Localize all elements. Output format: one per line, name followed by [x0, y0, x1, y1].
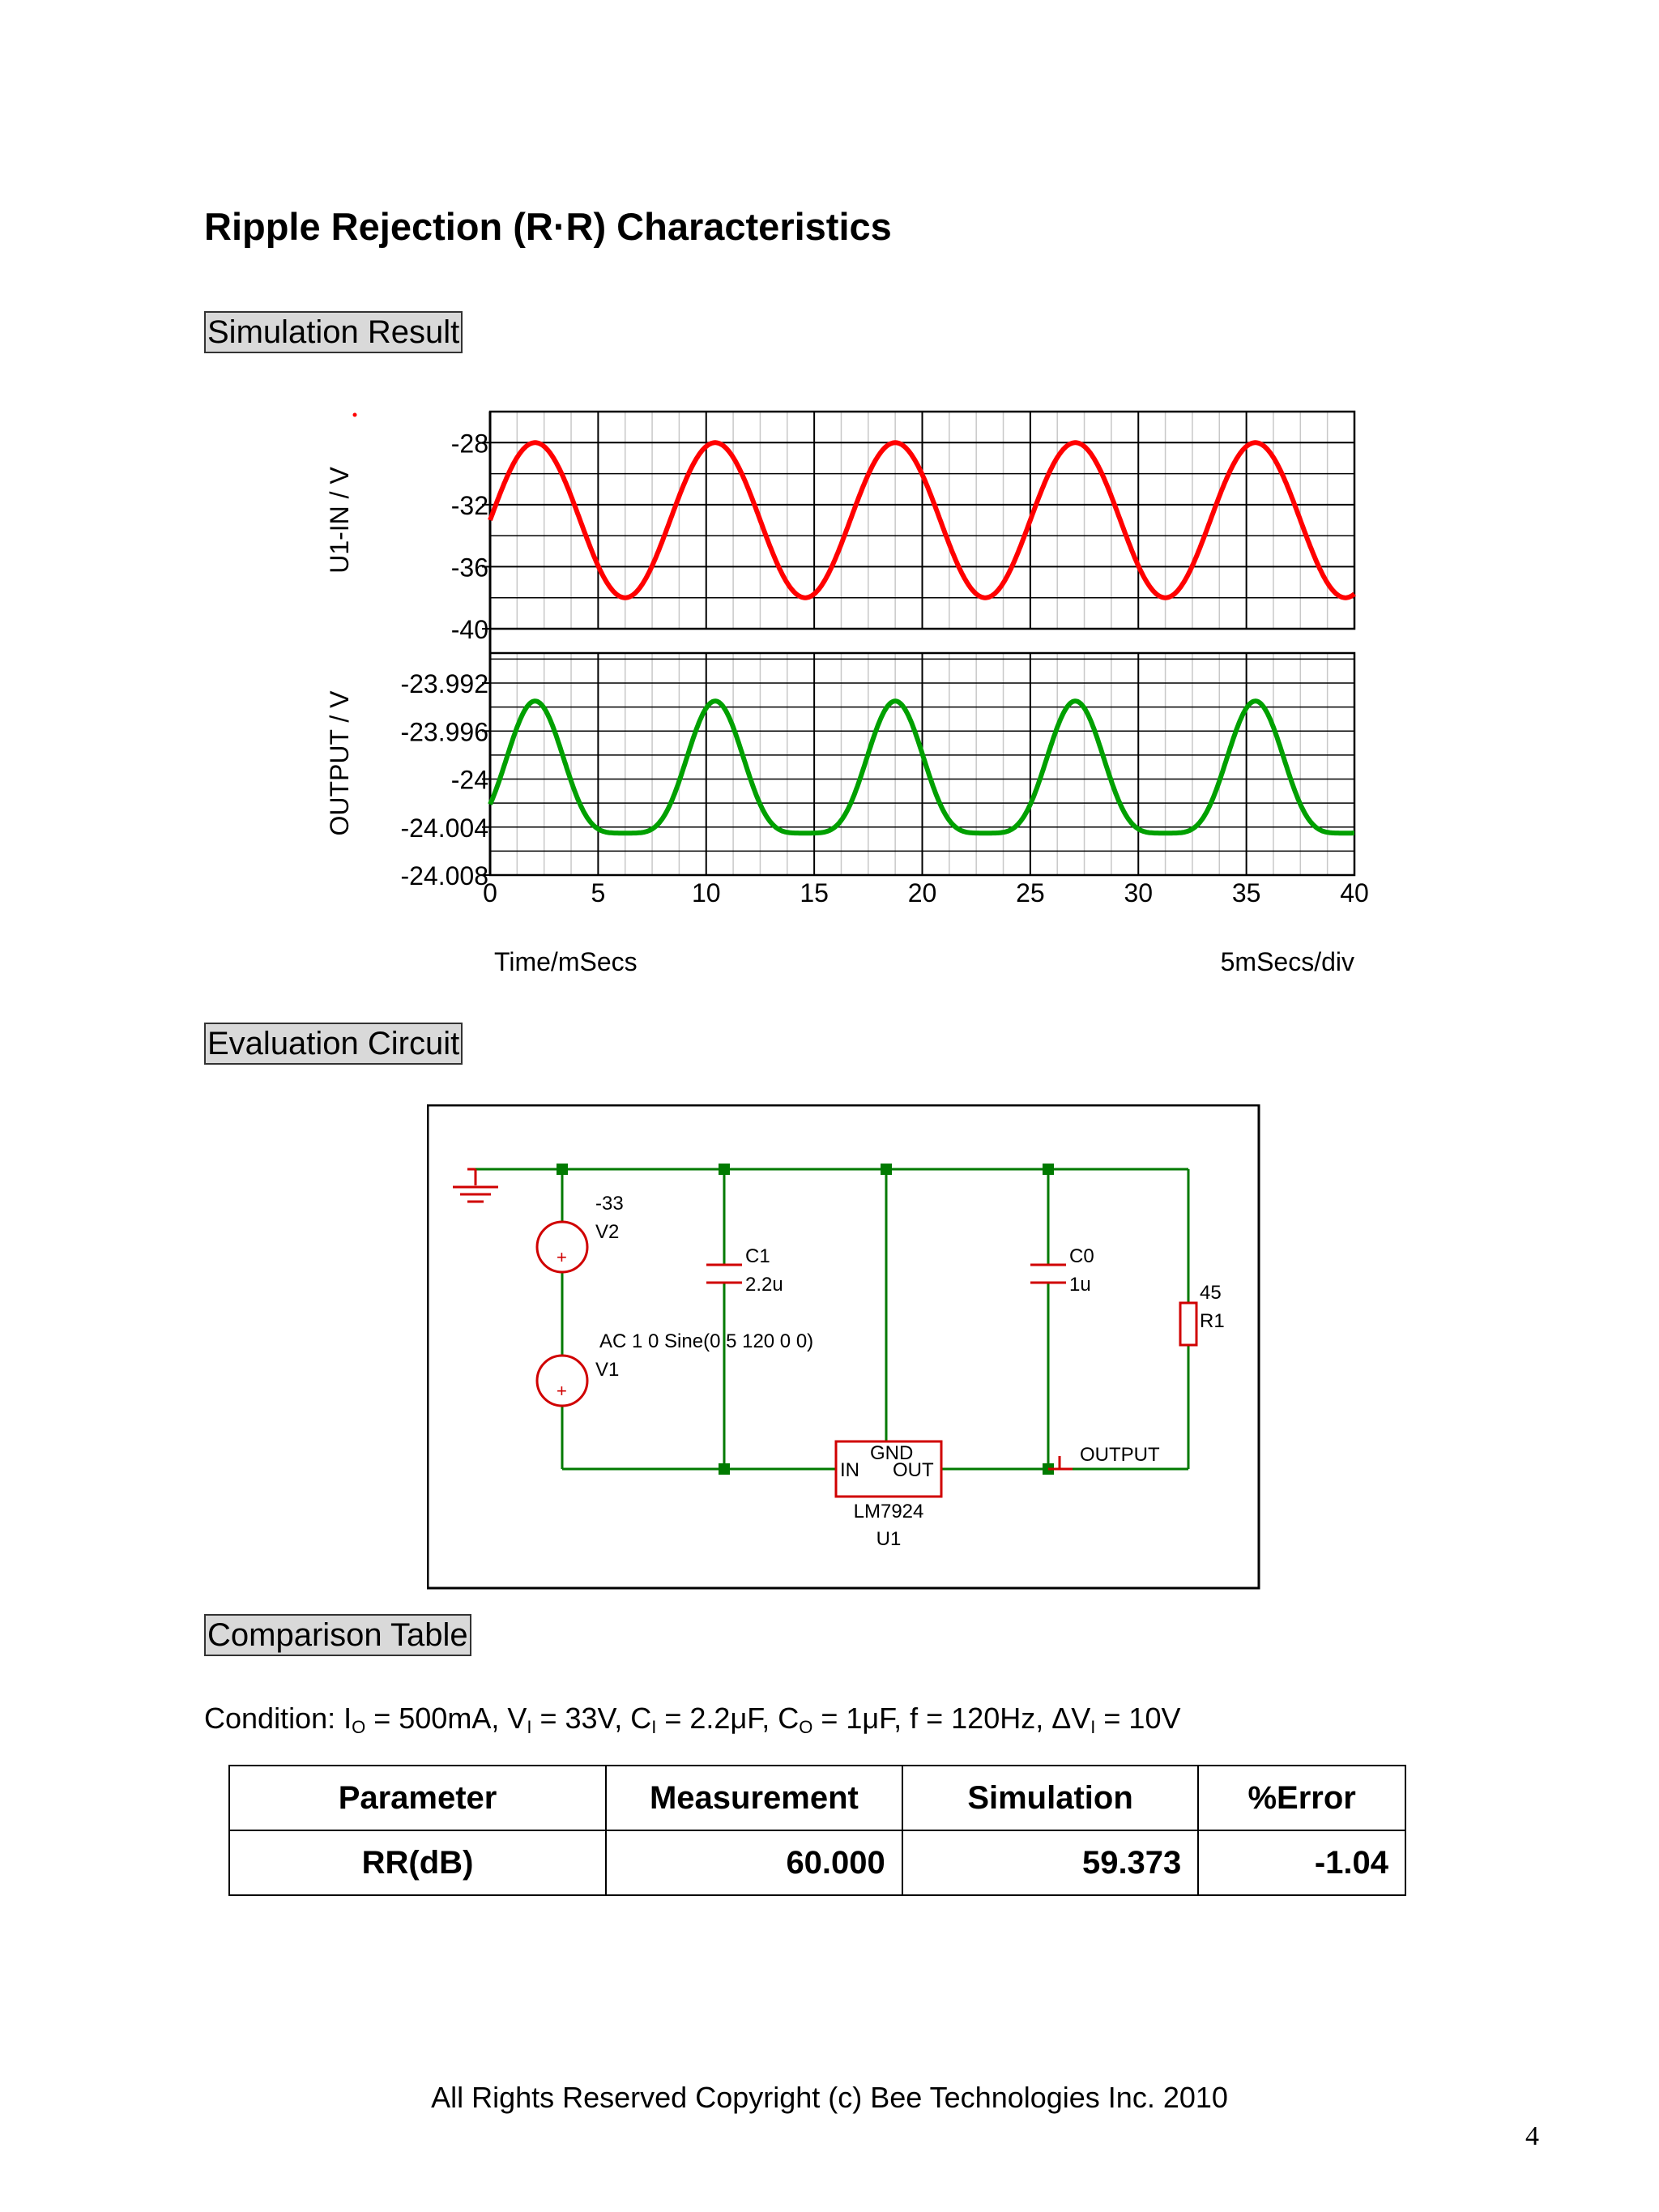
u1-out-pin: OUT	[893, 1459, 934, 1481]
y-tick-label: -36	[450, 553, 488, 583]
header-parameter: Parameter	[229, 1766, 606, 1830]
marker-dot	[353, 413, 357, 417]
v2-plus: +	[557, 1247, 567, 1267]
x-tick-label: 30	[1124, 878, 1154, 907]
y-tick-label: -24.008	[400, 861, 488, 890]
table-row	[229, 1830, 1405, 1895]
footer-copyright: All Rights Reserved Copyright (c) Bee Technologies Inc. 2010	[431, 2081, 1228, 2114]
header-measurement: Measurement	[606, 1766, 902, 1830]
x-tick-label: 5	[591, 878, 606, 907]
u1-part: LM7924	[853, 1501, 924, 1522]
u1-gnd-pin: GND	[870, 1442, 914, 1464]
x-tick-label: 20	[907, 878, 937, 907]
cell-simulation: 59.373	[902, 1830, 1199, 1895]
x-ticks	[483, 878, 1369, 907]
section-simulation-result: Simulation Result	[204, 311, 463, 353]
y-tick-label: -32	[450, 490, 488, 520]
section-evaluation-circuit: Evaluation Circuit	[204, 1023, 463, 1065]
comparison-table	[228, 1765, 1406, 1896]
y-ticks-bottom	[400, 669, 490, 890]
section-comparison-table: Comparison Table	[204, 1614, 471, 1656]
cell-parameter: RR(dB)	[229, 1830, 606, 1895]
r1-name: R1	[1200, 1310, 1225, 1332]
probe-label: OUTPUT	[1080, 1444, 1160, 1466]
page-number: 4	[1525, 2121, 1539, 2151]
y-tick-label: -24	[450, 765, 488, 795]
v2-value: -33	[595, 1193, 624, 1215]
evaluation-circuit	[427, 1104, 1261, 1591]
y-tick-label: -40	[450, 615, 488, 644]
condition-line: Condition: $I_O = 500mA$, $V_I = 33V$, $C_I = 2.2\mu F$, $C_O = 1\mu F$, f = 120Hz, $\Delta V_I = 10V$	[204, 1702, 1181, 1737]
v1-plus: +	[557, 1381, 567, 1401]
r1-value: 45	[1200, 1282, 1222, 1304]
c0-name: C0	[1069, 1245, 1094, 1267]
y-tick-label: -24.004	[400, 813, 488, 843]
u1-in-pin: IN	[840, 1459, 859, 1481]
c0-value: 1u	[1069, 1274, 1091, 1296]
y-axis-label-bottom: OUTPUT / V	[325, 690, 354, 836]
page-title: Ripple Rejection (R·R) Characteristics	[204, 205, 892, 248]
header-simulation: Simulation	[902, 1766, 1199, 1830]
ripple-chart	[300, 397, 1377, 997]
y-ticks-top	[451, 429, 490, 644]
cell-error: -1.04	[1198, 1830, 1405, 1895]
y-tick-label: -23.996	[400, 717, 488, 747]
v2-name: V2	[595, 1221, 620, 1243]
x-tick-label: 10	[691, 878, 721, 907]
cell-measurement: 60.000	[606, 1830, 902, 1895]
x-tick-label: 35	[1231, 878, 1261, 907]
v1-name: V1	[595, 1359, 620, 1381]
y-axis-label-top: U1-IN / V	[325, 467, 354, 574]
y-tick-label: -28	[450, 429, 488, 459]
x-scale-note: 5mSecs/div	[1220, 947, 1354, 976]
y-tick-label: -23.992	[400, 669, 488, 699]
table-header-row	[229, 1766, 1405, 1830]
x-tick-label: 25	[1016, 878, 1045, 907]
x-axis-label: Time/mSecs	[494, 947, 638, 976]
u1-name: U1	[876, 1528, 902, 1550]
c1-value: 2.2u	[745, 1274, 783, 1296]
circuit-frame	[428, 1105, 1259, 1588]
x-tick-label: 40	[1340, 878, 1369, 907]
x-tick-label: 15	[800, 878, 829, 907]
c1-name: C1	[745, 1245, 770, 1267]
x-tick-label: 0	[483, 878, 497, 907]
header-error: %Error	[1198, 1766, 1405, 1830]
v1-value: AC 1 0 Sine(0 5 120 0 0)	[599, 1330, 814, 1352]
